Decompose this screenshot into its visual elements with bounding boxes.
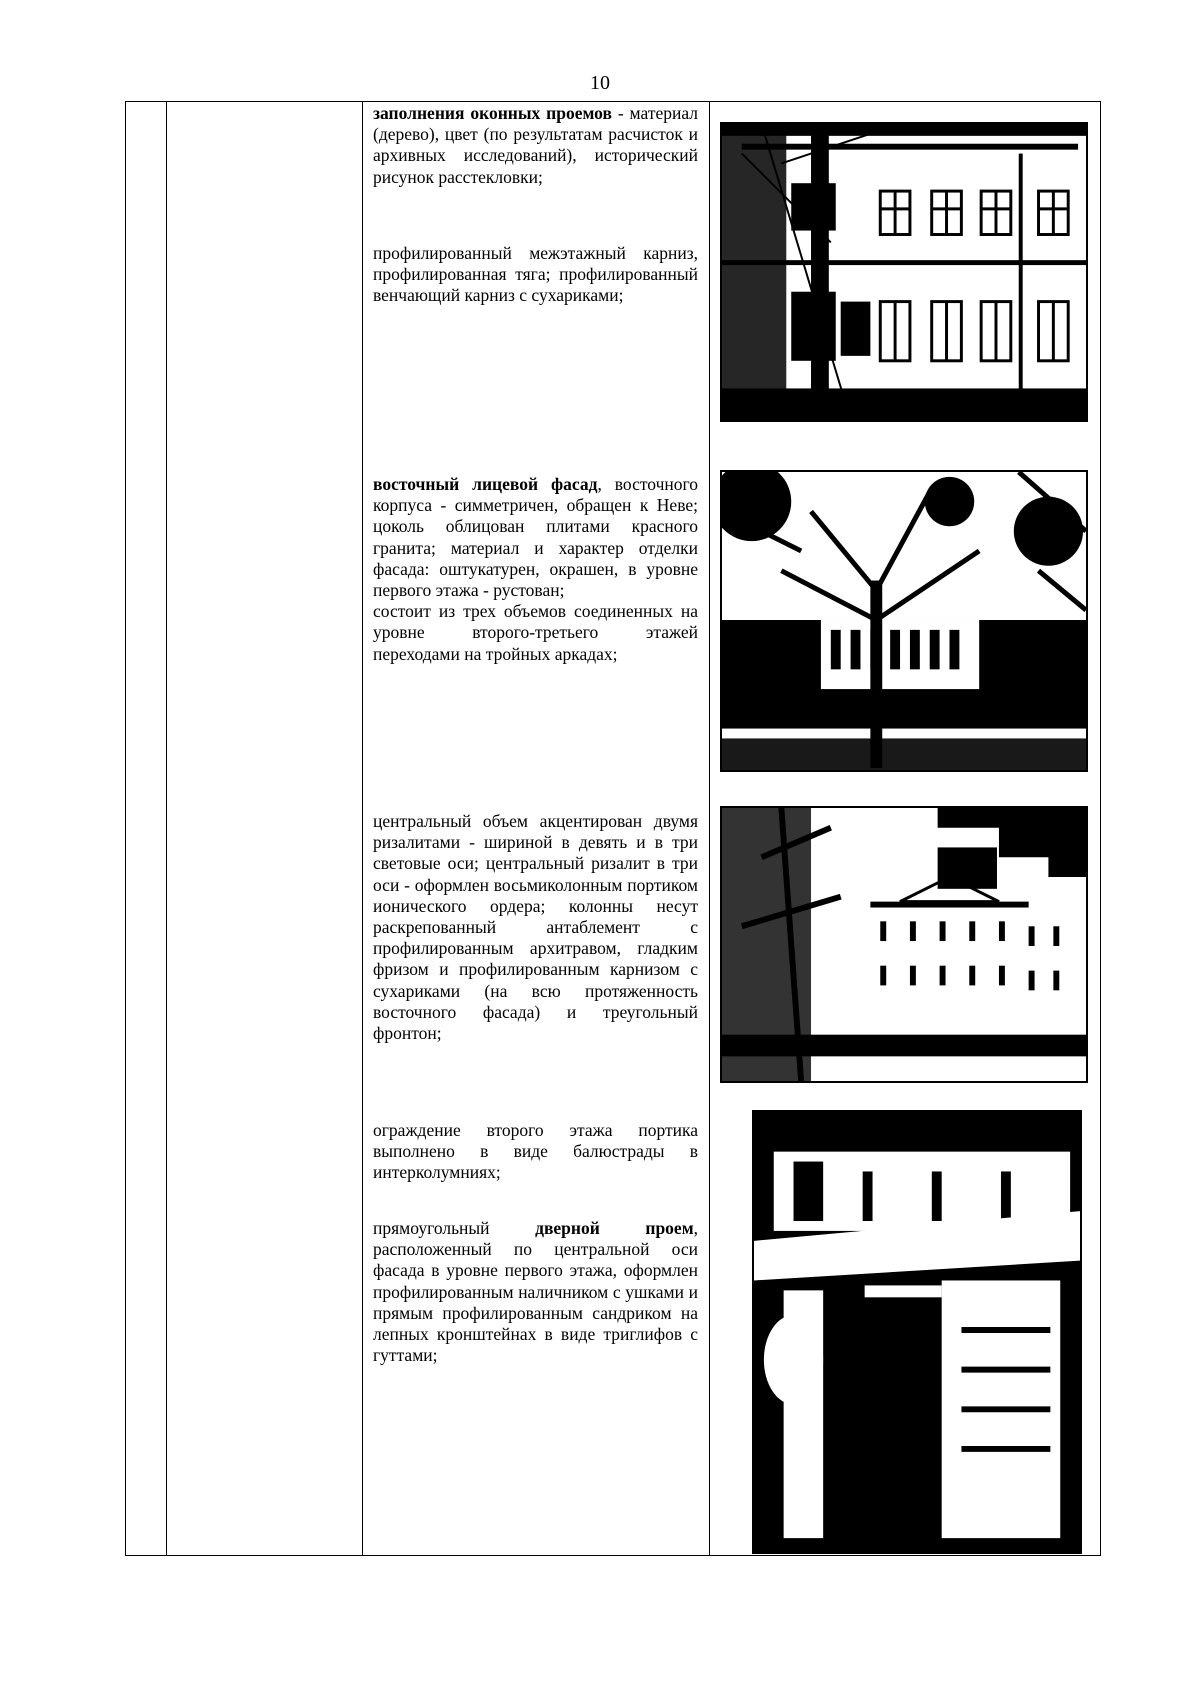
door-description [373, 1218, 698, 1366]
page-number: 10 [590, 72, 610, 94]
balustrade-text: ограждение второго этажа портика выполнено в виде балюстрады в интерколумниях; [373, 1120, 698, 1183]
door-prefix: прямоугольный [373, 1218, 536, 1238]
east-facade-photo [720, 470, 1088, 772]
central-volume-photo [720, 806, 1088, 1083]
windows-description [373, 103, 698, 188]
portico-photo [752, 1110, 1082, 1554]
east-facade-description [373, 474, 698, 665]
central-volume-text: центральный объем акцентирован двумя ризалитами - шириной в девять и в три световые оси; центральный ризалит в три оси - оформлен восьмиколонным портиком ионического ордера; колонны несут раскрепованный антаблемент с профилированным архитравом, гладким фризом и профилированным карнизом с сухариками (на всю протяженность восточного фасада) и треугольный фронтон; [373, 811, 698, 1044]
central-volume-description [373, 811, 698, 1044]
windows-photo [720, 122, 1088, 422]
door-text: , расположенный по центральной оси фасада в уровне первого этажа, оформлен профилированным наличником с ушками и прямым профилированным сандриком на лепных кронштейнах в виде триглифов с гуттами; [373, 1218, 698, 1366]
windows-heading: заполнения оконных проемов [373, 103, 612, 123]
column-divider-1 [166, 101, 167, 1556]
east-facade-heading: восточный лицевой фасад [373, 474, 598, 494]
door-heading: дверной проем [535, 1218, 694, 1238]
cornices-description [373, 243, 698, 307]
windows-text: - материал (дерево), цвет (по результатам расчисток и архивных исследований), исторический рисунок расстекловки; [373, 103, 698, 187]
cornices-text: профилированный межэтажный карниз, профилированная тяга; профилированный венчающий карниз с сухариками; [373, 243, 698, 306]
column-divider-3 [709, 101, 710, 1556]
column-divider-2 [362, 101, 363, 1556]
balustrade-description [373, 1120, 698, 1184]
east-facade-volumes-text: состоит из трех объемов соединенных на уровне второго-третьего этажей переходами на тройных аркадах; [373, 601, 698, 664]
east-facade-text: , восточного корпуса - симметричен, обращен к Неве; цоколь облицован плитами красного гранита; материал и характер отделки фасада: оштукатурен, окрашен, в уровне первого этажа - рустован; [373, 474, 698, 601]
